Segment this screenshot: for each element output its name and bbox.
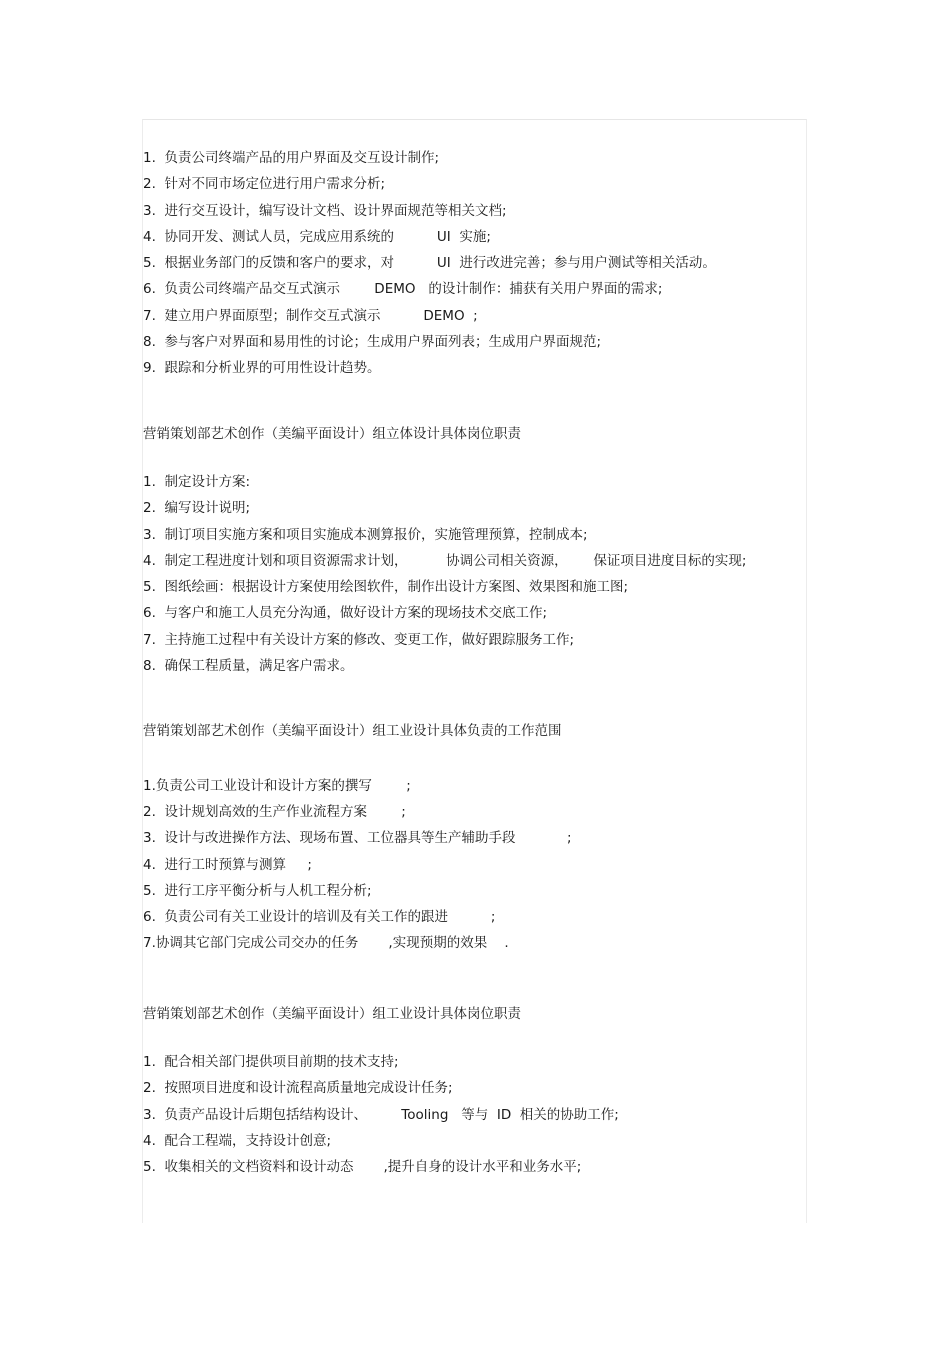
section-heading-industrial-duties: 营销策划部艺术创作（美编平面设计）组工业设计具体岗位职责 bbox=[143, 1005, 521, 1022]
section-heading-industrial-scope: 营销策划部艺术创作（美编平面设计）组工业设计具体负责的工作范围 bbox=[143, 723, 562, 740]
list-item: 3. 进行交互设计，编写设计文档、设计界面规范等相关文档; bbox=[143, 202, 507, 219]
list-item: 4. 协同开发、测试人员，完成应用系统的 UI 实施; bbox=[143, 228, 491, 245]
document-body bbox=[143, 145, 803, 1181]
list-item: 6. 负责公司终端产品交互式演示 DEMO 的设计制作：捕获有关用户界面的需求; bbox=[143, 281, 663, 298]
list-item: 8. 参与客户对界面和易用性的讨论；生成用户界面列表；生成用户界面规范; bbox=[143, 334, 602, 351]
list-item: 2. 按照项目进度和设计流程高质量地完成设计任务; bbox=[143, 1080, 453, 1097]
list-item: 1. 配合相关部门提供项目前期的技术支持; bbox=[143, 1054, 399, 1071]
list-item: 2. 设计规划高效的生产作业流程方案 ; bbox=[143, 803, 406, 820]
list-item: 7. 主持施工过程中有关设计方案的修改、变更工作，做好跟踪服务工作; bbox=[143, 631, 575, 648]
section-industrial-scope bbox=[143, 773, 803, 957]
list-item: 4. 制定工程进度计划和项目资源需求计划， 协调公司相关资源， 保证项目进度目标的实现; bbox=[143, 552, 747, 569]
list-item: 7. 建立用户界面原型；制作交互式演示 DEMO ; bbox=[143, 307, 478, 324]
list-item: 5. 进行工序平衡分析与人机工程分析; bbox=[143, 882, 372, 899]
list-item: 3. 制订项目实施方案和项目实施成本测算报价，实施管理预算，控制成本; bbox=[143, 526, 588, 543]
list-item: 5. 图纸绘画：根据设计方案使用绘图软件，制作出设计方案图、效果图和施工图; bbox=[143, 579, 629, 596]
list-item: 2. 编写设计说明; bbox=[143, 500, 251, 517]
list-item: 4. 配合工程端，支持设计创意; bbox=[143, 1132, 332, 1149]
list-item: 5. 根据业务部门的反馈和客户的要求，对 UI 进行改进完善；参与用户测试等相关活动。 bbox=[143, 255, 716, 272]
list-item: 6. 负责公司有关工业设计的培训及有关工作的跟进 ; bbox=[143, 909, 496, 926]
list-item: 8. 确保工程质量，满足客户需求。 bbox=[143, 658, 354, 675]
section-industrial-duties bbox=[143, 1049, 803, 1180]
list-item: 1. 制定设计方案: bbox=[143, 473, 251, 490]
list-item: 3. 负责产品设计后期包括结构设计、 Tooling 等与 ID 相关的协助工作; bbox=[143, 1106, 619, 1123]
list-item: 2. 针对不同市场定位进行用户需求分析; bbox=[143, 176, 386, 193]
section-ui-design-duties bbox=[143, 145, 803, 382]
list-item: 6. 与客户和施工人员充分沟通，做好设计方案的现场技术交底工作; bbox=[143, 605, 548, 622]
section-3d-design-duties bbox=[143, 469, 803, 679]
list-item: 3. 设计与改进操作方法、现场布置、工位器具等生产辅助手段 ; bbox=[143, 830, 572, 847]
list-item: 1.负责公司工业设计和设计方案的撰写 ; bbox=[143, 777, 411, 794]
list-item: 5. 收集相关的文档资料和设计动态 ,提升自身的设计水平和业务水平; bbox=[143, 1159, 582, 1176]
list-item: 9. 跟踪和分析业界的可用性设计趋势。 bbox=[143, 360, 381, 377]
list-item: 4. 进行工时预算与测算 ; bbox=[143, 856, 312, 873]
list-item: 7.协调其它部门完成公司交办的任务 ,实现预期的效果 . bbox=[143, 935, 509, 952]
list-item: 1. 负责公司终端产品的用户界面及交互设计制作; bbox=[143, 150, 440, 166]
section-heading-3d-design: 营销策划部艺术创作（美编平面设计）组立体设计具体岗位职责 bbox=[143, 425, 521, 442]
